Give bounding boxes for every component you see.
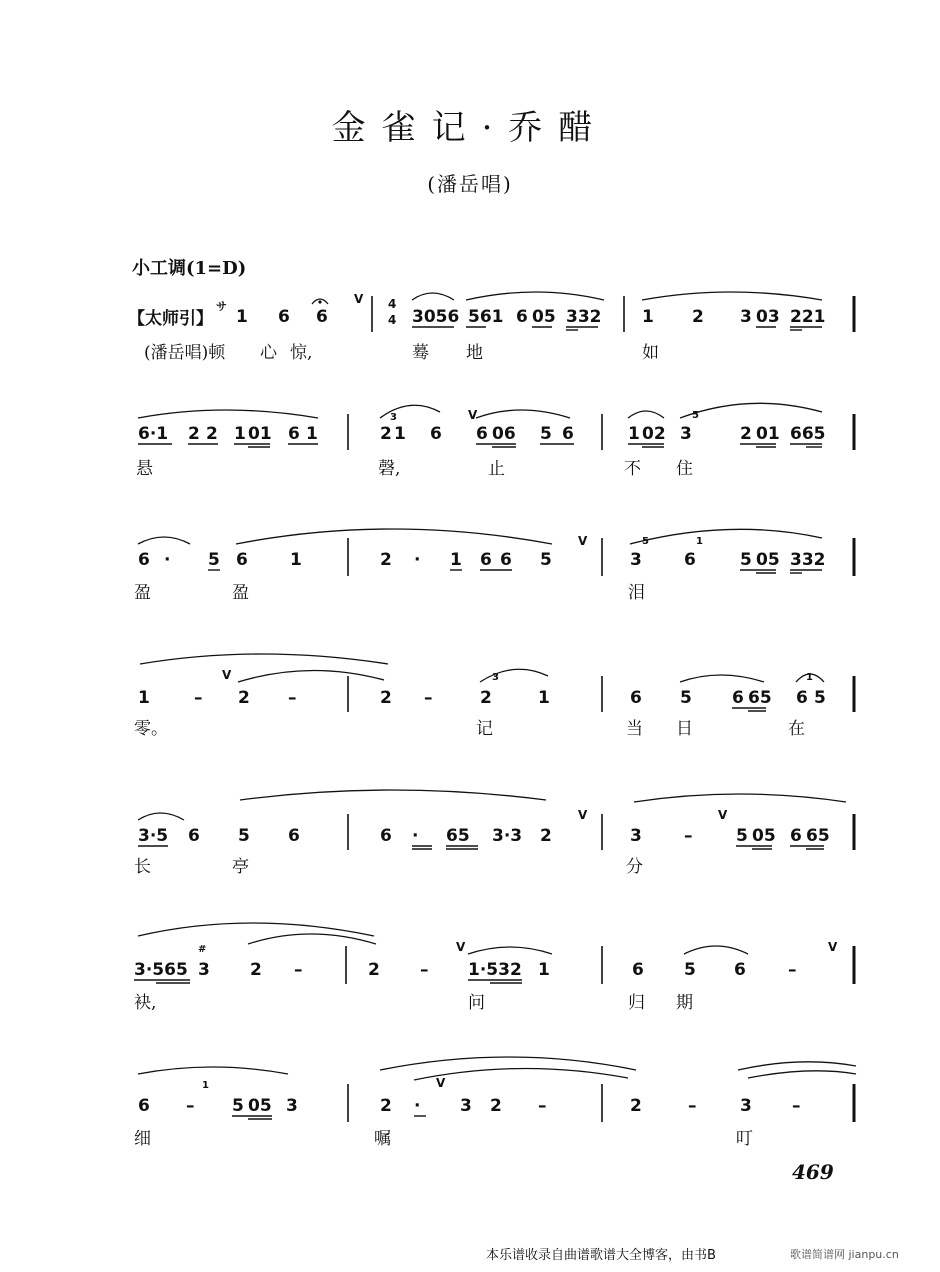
note: 6·1 bbox=[138, 424, 169, 444]
lyric: 归 bbox=[628, 993, 645, 1013]
slur bbox=[138, 1067, 288, 1074]
grace-note: 1 bbox=[806, 672, 813, 683]
note: – bbox=[420, 960, 429, 980]
note: 3 bbox=[630, 826, 642, 846]
lyric: 悬 bbox=[136, 459, 153, 479]
lyric: 盈 bbox=[134, 583, 151, 603]
slur bbox=[466, 292, 604, 300]
lyric: 如 bbox=[642, 343, 659, 363]
lyric: 叮 bbox=[736, 1129, 753, 1149]
slur bbox=[680, 403, 822, 418]
note: 5 bbox=[540, 424, 552, 444]
note: – bbox=[186, 1096, 195, 1116]
note: 05 bbox=[752, 826, 776, 846]
note: 2 bbox=[380, 550, 392, 570]
note: 3 bbox=[680, 424, 692, 444]
note: 6 bbox=[288, 826, 300, 846]
lyric: 止 bbox=[488, 459, 505, 479]
slur bbox=[138, 537, 190, 544]
note: 6 bbox=[632, 960, 644, 980]
note: 221 bbox=[790, 307, 826, 327]
note: 02 bbox=[642, 424, 666, 444]
slur bbox=[738, 1062, 856, 1070]
note: 6 bbox=[476, 424, 488, 444]
note: 3056 bbox=[412, 307, 460, 327]
note: · bbox=[164, 550, 171, 570]
note: – bbox=[294, 960, 303, 980]
note: 3 bbox=[740, 1096, 752, 1116]
note: 2 bbox=[380, 424, 392, 444]
slur bbox=[138, 923, 374, 936]
lyric: 嘱 bbox=[374, 1129, 391, 1149]
note: 2 bbox=[540, 826, 552, 846]
note: 332 bbox=[566, 307, 602, 327]
note: 6 bbox=[734, 960, 746, 980]
breath-mark: V bbox=[456, 940, 466, 954]
note: – bbox=[792, 1096, 801, 1116]
note: 2 bbox=[630, 1096, 642, 1116]
lyric: (潘岳唱)顿 bbox=[144, 343, 226, 363]
note: 1 bbox=[138, 688, 150, 708]
note: 6 bbox=[796, 688, 808, 708]
note: 1 bbox=[306, 424, 318, 444]
lyric: 零。 bbox=[134, 719, 168, 739]
slur bbox=[236, 529, 552, 544]
note: 3·5 bbox=[138, 826, 169, 846]
lyric: 磬, bbox=[378, 459, 401, 479]
note: 6 bbox=[684, 550, 696, 570]
note: 03 bbox=[756, 307, 780, 327]
slur bbox=[240, 790, 546, 800]
breath-mark: V bbox=[828, 940, 838, 954]
lyric: 袂, bbox=[134, 993, 157, 1013]
note: 3 bbox=[198, 960, 210, 980]
breath-mark: V bbox=[436, 1076, 446, 1090]
slur bbox=[468, 947, 552, 954]
slur bbox=[630, 529, 822, 544]
note: 3 bbox=[740, 307, 752, 327]
note: 5 bbox=[736, 826, 748, 846]
slur bbox=[138, 410, 318, 418]
note: 2 bbox=[250, 960, 262, 980]
note: 1 bbox=[236, 307, 248, 327]
time-sig-denominator: 4 bbox=[388, 313, 397, 327]
slur bbox=[414, 1068, 628, 1080]
note: 2 bbox=[188, 424, 200, 444]
note: – bbox=[684, 826, 693, 846]
note: 1 bbox=[538, 688, 550, 708]
lyric: 在 bbox=[788, 719, 805, 739]
note: – bbox=[538, 1096, 547, 1116]
note: 5 bbox=[232, 1096, 244, 1116]
note: 3·3 bbox=[492, 826, 523, 846]
note: 5 bbox=[684, 960, 696, 980]
lyric: 分 bbox=[626, 857, 643, 877]
note: 5 bbox=[238, 826, 250, 846]
note: 1 bbox=[290, 550, 302, 570]
breath-mark: V bbox=[578, 534, 588, 548]
note: – bbox=[788, 960, 797, 980]
breath-mark: V bbox=[578, 808, 588, 822]
note: 3 bbox=[630, 550, 642, 570]
lyric: 期 bbox=[676, 993, 693, 1013]
lyric: 记 bbox=[476, 719, 493, 739]
note: 6 bbox=[790, 826, 802, 846]
note: 5 bbox=[814, 688, 826, 708]
note: – bbox=[194, 688, 203, 708]
note: 6 bbox=[236, 550, 248, 570]
slur bbox=[248, 934, 376, 944]
lyric: 盈 bbox=[232, 583, 249, 603]
note: 665 bbox=[790, 424, 826, 444]
note: 6 bbox=[316, 307, 328, 327]
slur bbox=[748, 1071, 856, 1078]
note: 6 bbox=[732, 688, 744, 708]
note: 6 bbox=[430, 424, 442, 444]
note: 1 bbox=[450, 550, 462, 570]
note: 65 bbox=[806, 826, 830, 846]
note: 2 bbox=[480, 688, 492, 708]
note: · bbox=[414, 1096, 421, 1116]
slur bbox=[684, 946, 748, 954]
note: 1 bbox=[628, 424, 640, 444]
sharp-mark: # bbox=[198, 944, 207, 955]
note: 2 bbox=[490, 1096, 502, 1116]
grace-note: 1 bbox=[202, 1080, 209, 1091]
slur bbox=[380, 405, 440, 418]
lyric: 细 bbox=[134, 1129, 151, 1149]
note: 1 bbox=[234, 424, 246, 444]
grace-note: 5 bbox=[692, 410, 699, 421]
note: 6 bbox=[288, 424, 300, 444]
slur bbox=[628, 411, 664, 418]
slur bbox=[476, 410, 570, 418]
lyric: 蓦 bbox=[412, 343, 429, 363]
note: 2 bbox=[692, 307, 704, 327]
note: · bbox=[414, 550, 421, 570]
slur bbox=[680, 675, 764, 682]
note: 06 bbox=[492, 424, 516, 444]
note: 5 bbox=[540, 550, 552, 570]
note: 2 bbox=[380, 1096, 392, 1116]
time-sig-numerator: 4 bbox=[388, 297, 397, 311]
breath-mark: V bbox=[718, 808, 728, 822]
slur bbox=[380, 1057, 636, 1070]
slur bbox=[480, 669, 548, 682]
note: 6 bbox=[278, 307, 290, 327]
note: – bbox=[688, 1096, 697, 1116]
page-number: 469 bbox=[792, 1160, 834, 1184]
lyric: 亭 bbox=[232, 857, 249, 877]
lyric: 心 bbox=[260, 343, 277, 363]
slur bbox=[238, 670, 384, 682]
note: 6 bbox=[380, 826, 392, 846]
note: 1 bbox=[642, 307, 654, 327]
note: 1 bbox=[538, 960, 550, 980]
slur bbox=[412, 293, 454, 300]
slur bbox=[634, 794, 846, 802]
note: 05 bbox=[248, 1096, 272, 1116]
slur bbox=[642, 292, 822, 300]
note: 3·565 bbox=[134, 960, 188, 980]
note: 2 bbox=[206, 424, 218, 444]
singer-subtitle: (潘岳唱) bbox=[427, 172, 513, 196]
note: 332 bbox=[790, 550, 826, 570]
note: 1 bbox=[394, 424, 406, 444]
note: · bbox=[412, 826, 419, 846]
note: – bbox=[288, 688, 297, 708]
note: 6 bbox=[138, 550, 150, 570]
breath-mark: V bbox=[222, 668, 232, 682]
slur bbox=[140, 654, 388, 664]
note: 561 bbox=[468, 307, 504, 327]
lyric: 当 bbox=[626, 719, 643, 739]
note: 3 bbox=[460, 1096, 472, 1116]
lyric: 地 bbox=[466, 343, 483, 363]
lyric: 泪 bbox=[628, 583, 645, 603]
note: 2 bbox=[380, 688, 392, 708]
note: 05 bbox=[532, 307, 556, 327]
breath-mark: V bbox=[468, 408, 478, 422]
key-signature: 小工调(1=D) bbox=[132, 258, 247, 279]
note: 6 bbox=[138, 1096, 150, 1116]
lyric: 住 bbox=[676, 459, 693, 479]
note: 65 bbox=[748, 688, 772, 708]
tune-label: 【太师引】 bbox=[128, 309, 213, 329]
watermark: 歌谱简谱网 jianpu.cn bbox=[790, 1248, 899, 1261]
note: 6 bbox=[480, 550, 492, 570]
note: 2 bbox=[368, 960, 380, 980]
note: 01 bbox=[756, 424, 780, 444]
note: 5 bbox=[680, 688, 692, 708]
note: 05 bbox=[756, 550, 780, 570]
note: 2 bbox=[740, 424, 752, 444]
note: 65 bbox=[446, 826, 470, 846]
note: 01 bbox=[248, 424, 272, 444]
lyric: 问 bbox=[468, 993, 485, 1013]
note: 5 bbox=[208, 550, 220, 570]
note: 6 bbox=[562, 424, 574, 444]
footer-text: 本乐谱收录自曲谱歌谱大全博客，由书B bbox=[486, 1248, 716, 1263]
grace-note: 5 bbox=[642, 536, 649, 547]
note: 5 bbox=[740, 550, 752, 570]
note: 6 bbox=[500, 550, 512, 570]
slur bbox=[796, 674, 824, 682]
breath-mark: V bbox=[354, 292, 364, 306]
grace-note: 1 bbox=[696, 536, 703, 547]
grace-note: 3 bbox=[390, 412, 397, 423]
lyric: 日 bbox=[676, 719, 693, 739]
lyric: 长 bbox=[134, 857, 151, 877]
note: 3 bbox=[286, 1096, 298, 1116]
note: 6 bbox=[516, 307, 528, 327]
note: 2 bbox=[238, 688, 250, 708]
fermata-dot bbox=[318, 300, 321, 303]
note: 6 bbox=[188, 826, 200, 846]
note: 6 bbox=[630, 688, 642, 708]
note: – bbox=[424, 688, 433, 708]
note: 1·532 bbox=[468, 960, 522, 980]
page-title: 金雀记·乔醋 bbox=[331, 108, 609, 148]
slur bbox=[138, 813, 184, 820]
lyric: 惊, bbox=[290, 343, 313, 363]
grace-note: 3 bbox=[492, 672, 499, 683]
free-meter-mark: サ bbox=[216, 300, 227, 313]
lyric: 不 bbox=[624, 459, 641, 479]
